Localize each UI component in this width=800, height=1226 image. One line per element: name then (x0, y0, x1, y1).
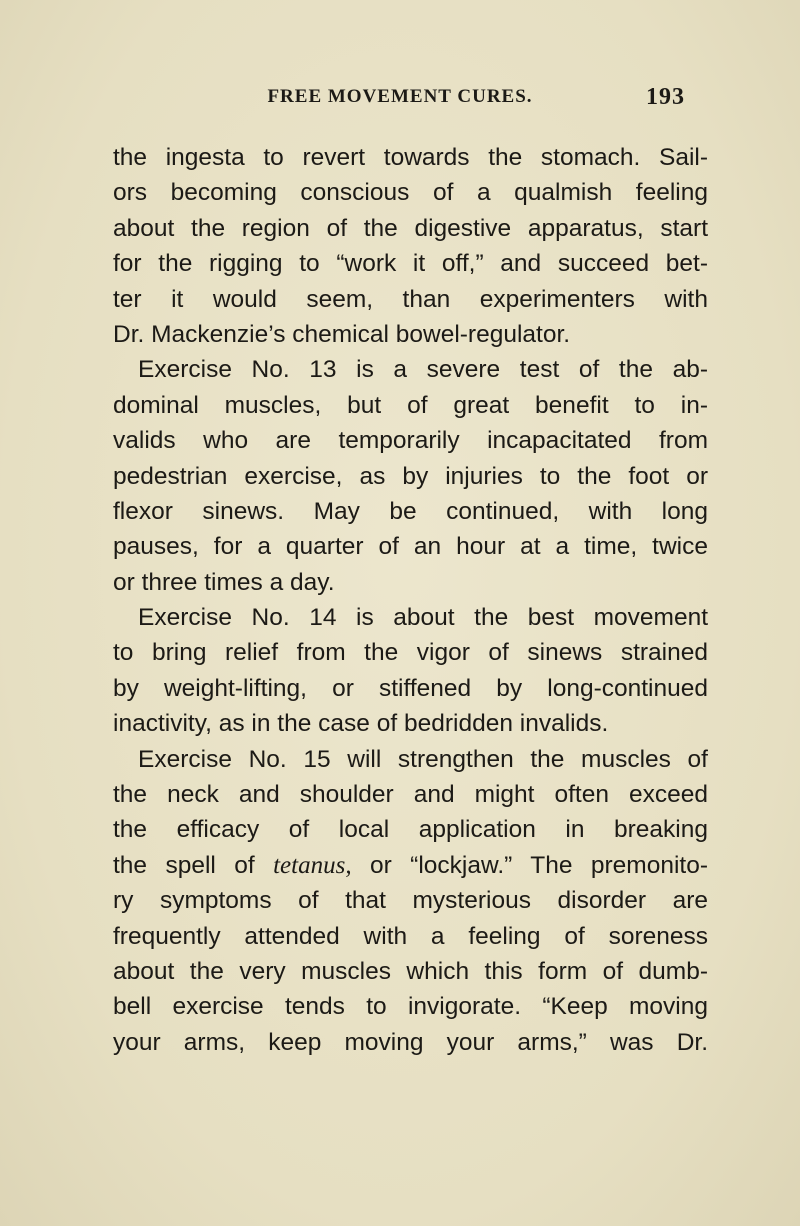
running-head: FREE MOVEMENT CURES. (267, 86, 533, 107)
text-line: dominal muscles, but of great benefit to in- (113, 391, 708, 419)
text-line: Exercise No. 13 is a severe test of the ab- (138, 356, 708, 384)
text-line: pedestrian exercise, as by injuries to the foot or (113, 462, 708, 490)
text-line: by weight-lifting, or stiffened by long-continued (113, 674, 708, 702)
text-span: the spell of (113, 851, 274, 879)
text-line: flexor sinews. May be continued, with long (113, 497, 708, 525)
body-text (113, 140, 708, 1060)
text-line: Dr. Mackenzie’s chemical bowel-regulator. (113, 320, 571, 348)
page-header (115, 86, 685, 116)
text-line (113, 848, 708, 883)
text-line: valids who are temporarily incapacitated from (113, 427, 708, 455)
text-line: Exercise No. 14 is about the best movement (138, 604, 708, 632)
text-span: or “lockjaw.” The premonito- (351, 851, 708, 879)
text-line: the neck and shoulder and might often exceed (113, 781, 708, 809)
text-line: Exercise No. 15 will strengthen the muscles of (138, 745, 708, 773)
text-line: inactivity, as in the case of bedridden invalids. (113, 710, 609, 738)
text-line: ors becoming conscious of a qualmish feeling (113, 179, 708, 207)
text-line: about the very muscles which this form of dumb- (113, 957, 708, 985)
text-line: ter it would seem, than experimenters with (113, 285, 708, 313)
text-line: bell exercise tends to invigorate. “Keep moving (113, 993, 708, 1021)
text-line: your arms, keep moving your arms,” was Dr. (113, 1028, 708, 1056)
text-line: to bring relief from the vigor of sinews strained (113, 639, 708, 667)
text-line: about the region of the digestive apparatus, start (113, 214, 708, 242)
text-line: the ingesta to revert towards the stomach. Sail- (113, 144, 708, 171)
text-line: or three times a day. (113, 568, 335, 596)
text-line: frequently attended with a feeling of soreness (113, 922, 708, 950)
text-line: for the rigging to “work it off,” and succeed bet- (113, 250, 708, 278)
text-line: the efficacy of local application in breaking (113, 816, 708, 844)
page-number: 193 (646, 84, 685, 110)
text-line: pauses, for a quarter of an hour at a time, twice (113, 533, 708, 561)
text-line: ry symptoms of that mysterious disorder are (113, 887, 708, 915)
italic-term: tetanus, (273, 851, 352, 879)
